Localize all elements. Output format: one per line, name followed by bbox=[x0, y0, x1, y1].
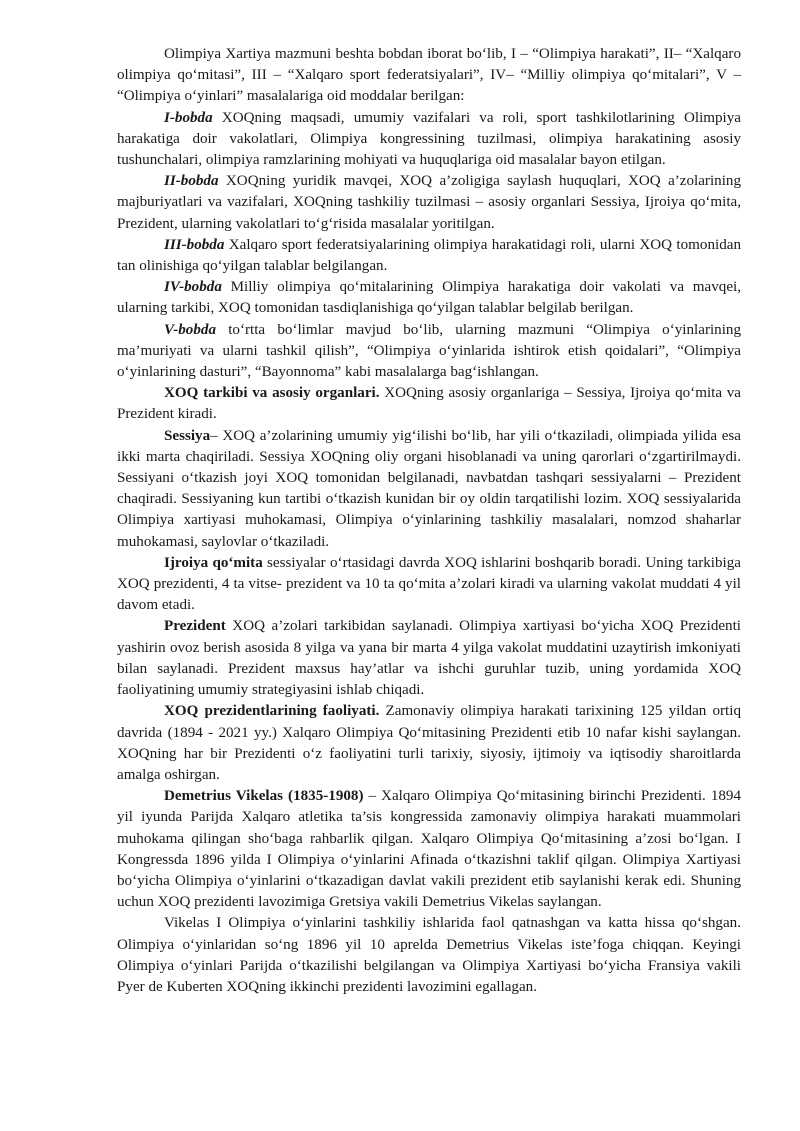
section-heading: XOQ tarkibi va asosiy organlari. bbox=[164, 385, 380, 402]
paragraph-vikelas bbox=[117, 786, 741, 913]
chapter-heading: I-bobda bbox=[164, 109, 213, 126]
paragraph-text: XOQning yuridik mavqei, XOQ a’zoligiga saylash huquqlari, XOQ a’zolarining majburiyatlari va vazifalari, XOQning tashkiliy tuzilmasi – asosiy organlari Sessiya, Ijroiya qo‘mita, Prezident, ularning vakolatlari to‘g‘risida masalalar yoritilgan. bbox=[117, 173, 741, 232]
document-page bbox=[117, 44, 741, 998]
section-heading: XOQ prezidentlarining faoliyati. bbox=[164, 703, 380, 720]
paragraph-text: XOQ a’zolari tarkibidan saylanadi. Olimpiya xartiyasi bo‘yicha XOQ Prezidenti yashirin ovoz berish asosida 8 yilga va yana bir marta 4 yilga vakolat muddatini uzaytirish imkoniyati bilan saylanadi. Prezident maxsus hay’atlar va ishchi guruhlar tuzib, uning yordamida XOQ faoliyatining umumiy strategiyasini ishlab chiqadi. bbox=[117, 618, 741, 699]
paragraph-text: Xalqaro sport federatsiyalarining olimpiya harakatidagi roli, ularni XOQ tomonidan tan olinishiga qo‘yilgan talablar belgilangan. bbox=[117, 236, 741, 275]
paragraph-text: Zamonaviy olimpiya harakati tarixining 125 yildan ortiq davrida (1894 - 2021 yy.) Xalqaro Olimpiya Qo‘mitasining Prezidenti etib 10 nafar kishi saylangan. XOQning har bir Prezidenti o‘z faoliyatini turli tarixiy, siyosiy, ijtimoiy va iqtisodiy sharoitlarda amalga oshirgan. bbox=[117, 703, 741, 783]
paragraph-chapter-5 bbox=[117, 320, 741, 384]
paragraph-text: XOQning asosiy organlariga – Sessiya, Ijroiya qo‘mita va Prezident kiradi. bbox=[117, 385, 741, 423]
paragraph-text: – Xalqaro Olimpiya Qo‘mitasining birinchi Prezidenti. 1894 yil iyunda Parijda Xalqaro atletika ta’sis kongressida zamonaviy olimpiya harakati muammolari muhokama qilingan sho‘baga rahbarlik qilgan. Xalqaro Olimpiya Qo‘mitasining a’zosi bo‘lgan. I Kongressda 1896 yilda I Olimpiya o‘yinlarini Afinada o‘tkazishni taklif qilgan. Olimpiya Xartiyasi bo‘yicha Olimpiya o‘yinlarini o‘tkazadigan davlat vakili prezident etib saylanishi kerak edi. Shuning uchun XOQ prezidenti lavozimiga Gretsiya vakili Demetrius Vikelas saylangan. bbox=[117, 788, 742, 911]
person-heading: Demetrius Vikelas (1835-1908) bbox=[164, 788, 364, 805]
paragraph-text: to‘rtta bo‘limlar mavjud bo‘lib, ularning mazmuni “Olimpiya o‘yinlarining ma’muriyati va ularni tashkil qilish”, “Olimpiya o‘yinlarida ishtirok etish qoidalari”, “Olimpiya o‘yinlarining dasturi”, “Bayonnoma” kabi masalalarga bag‘ishlangan. bbox=[117, 321, 741, 381]
paragraph-structure bbox=[117, 383, 741, 425]
paragraph-text: Vikelas I Olimpiya o‘yinlarini tashkiliy ishlarida faol qatnashgan va katta hissa qo‘shgan. Olimpiya o‘yinlaridan so‘ng 1896 yil 10 aprelda Demetrius Vikelas iste’foga chiqqan. Keyingi Olimpiya o‘yinlari Parijda o‘tkazilishi belgilangan va Olimpiya Xartiyasi bo‘yicha Fransiya vakili Pyer de Kuberten XOQning ikkinchi prezidenti lavozimini egallagan. bbox=[117, 915, 741, 995]
paragraph-executive-board bbox=[117, 553, 741, 617]
paragraph-session bbox=[117, 426, 741, 553]
paragraph-text: – XOQ a’zolarining umumiy yig‘ilishi bo‘lib, har yili o‘tkaziladi, olimpiada yilida esa ikki marta chaqiriladi. Sessiya XOQning oliy organi hisoblanadi va uning qarorlari o‘zgartirilmaydi. Sessiyani o‘tkazish joyi XOQ tomonidan belgilanadi, navbatdan tashqari sessiyalarni – Prezident chaqiradi. Sessiyaning kun tartibi o‘tkazish kunidan bir oy oldin tarqatilishi lozim. XOQ sessiyalarida Olimpiya xartiyasi muhokamasi, Olimpiya o‘yinlarining tashkiliy masalalari, nomzod shaharlar muhokamasi, saylovlar o‘tkaziladi. bbox=[117, 427, 741, 550]
paragraph-text: sessiyalar o‘rtasidagi davrda XOQ ishlarini boshqarib boradi. Uning tarkibiga XOQ prezidenti, 4 ta vitse- prezident va 10 ta qo‘mita a’zolari kiradi va ularning vakolat muddati 4 yil davom etadi. bbox=[117, 554, 741, 614]
paragraph-chapter-3 bbox=[117, 235, 741, 277]
term-heading: Ijroiya qo‘mita bbox=[164, 554, 263, 571]
chapter-heading: II-bobda bbox=[164, 173, 219, 190]
paragraph-charter-intro bbox=[117, 44, 741, 108]
paragraph-chapter-4 bbox=[117, 277, 741, 319]
paragraph-text: XOQning maqsadi, umumiy vazifalari va roli, sport tashkilotlarining Olimpiya harakatiga doir vakolatlari, Olimpiya kongressining tuzilmasi, olimpiya harakatining asosiy tushunchalari, olimpiya ramzlarining mohiyati va huquqlariga oid masalalar bayon etilgan. bbox=[117, 109, 741, 169]
paragraph-chapter-1 bbox=[117, 108, 741, 172]
chapter-heading: IV-bobda bbox=[164, 279, 222, 296]
paragraph-chapter-2 bbox=[117, 171, 741, 235]
chapter-heading: V-bobda bbox=[164, 321, 216, 338]
term-heading: Sessiya bbox=[164, 427, 211, 444]
term-heading: Prezident bbox=[164, 618, 226, 635]
paragraph-presidents-activity bbox=[117, 701, 741, 786]
paragraph-text: Milliy olimpiya qo‘mitalarining Olimpiya harakatiga doir vakolati va mavqei, ularning tarkibi, XOQ tomonidan tasdiqlanishiga qo‘yilgan talablar belgilab berilgan. bbox=[117, 279, 741, 317]
paragraph-text: Olimpiya Xartiya mazmuni beshta bobdan iborat bo‘lib, I – “Olimpiya harakati”, II– “Xalqaro olimpiya qo‘mitasi”, III – “Xalqaro sport federatsiyalari”, IV– “Milliy olimpiya qo‘mitalari”, V – “Olimpiya o‘yinlari” masalalariga oid moddalar berilgan: bbox=[117, 46, 741, 105]
paragraph-vikelas-continued bbox=[117, 913, 741, 998]
paragraph-president bbox=[117, 616, 741, 701]
chapter-heading: III-bobda bbox=[164, 236, 225, 253]
